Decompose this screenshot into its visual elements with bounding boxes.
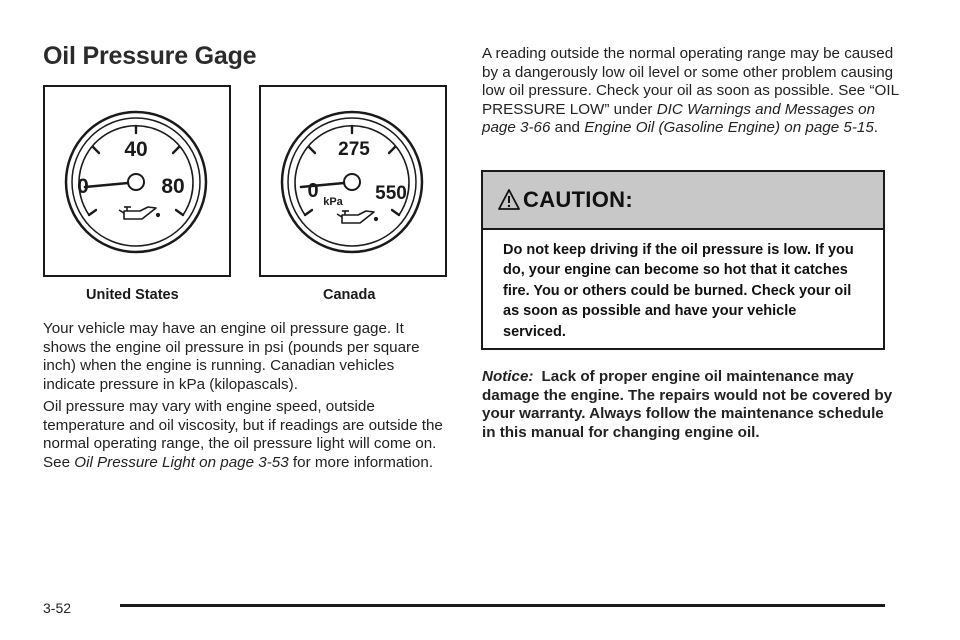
dic-warnings-reference: DIC Warnings and Messages on page 3-66 xyxy=(482,100,876,137)
us-gauge-mid-label: 40 xyxy=(124,138,148,161)
footer-rule xyxy=(120,604,885,607)
caution-title: CAUTION: xyxy=(523,187,633,212)
oil-can-icon xyxy=(337,211,377,223)
canada-gauge-mid-label: 275 xyxy=(338,139,370,160)
notice-paragraph xyxy=(482,368,897,442)
caution-text: Do not keep driving if the oil pressure is low. If you do, your engine can become so hot that it catches fire. You or others could be burned. Check your oil as soon as possible and have your vehicle serviced. xyxy=(503,242,854,340)
oil-pressure-light-reference: Oil Pressure Light on page 3-53 xyxy=(74,453,289,471)
us-gauge-max-label: 80 xyxy=(161,175,185,198)
reading-text-end: . xyxy=(873,119,879,137)
canada-gauge-illustration xyxy=(261,87,445,275)
us-gauge-illustration xyxy=(45,87,229,275)
us-gauge-min-label: 0 xyxy=(77,175,89,198)
caution-header xyxy=(483,172,883,230)
caution-box xyxy=(481,170,885,350)
intro-paragraph: Your vehicle may have an engine oil pressure gage. It shows the engine oil pressure in psi (pounds per square inch) when the engine is running. Canadian vehicles indicate pressure in kPa (kilopascals). xyxy=(43,320,420,393)
notice-label: Notice: xyxy=(482,368,534,385)
variation-text: Oil pressure may vary with engine speed, outside temperature and oil viscosity, but if readings are outside the normal operating range, the oil pressure light will come on. See xyxy=(43,398,443,471)
reading-paragraph xyxy=(482,45,902,138)
canada-figure-caption: Canada xyxy=(323,287,376,303)
canada-gauge-max-label: 550 xyxy=(375,183,407,204)
notice-text: Lack of proper engine oil maintenance may damage the engine. The repairs would not be covered by your warranty. Always follow the maintenance schedule in this manual for changing engine oil. xyxy=(482,368,893,441)
oil-can-icon xyxy=(119,207,159,219)
variation-text-end: for more information. xyxy=(288,453,434,471)
variation-paragraph xyxy=(43,398,448,472)
canada-gauge-min-label: 0 xyxy=(307,180,319,202)
warning-triangle-icon xyxy=(497,187,521,213)
reading-text: A reading outside the normal operating range may be caused by a dangerously low oil level or some other problem causing low oil pressure. Check your oil as soon as possible. See “OIL PRESSURE LOW” under xyxy=(482,45,899,118)
canada-gauge-unit-label: kPa xyxy=(323,196,343,208)
us-gauge-figure xyxy=(43,85,231,277)
engine-oil-reference: Engine Oil (Gasoline Engine) on page 5-15 xyxy=(584,119,874,137)
page-number: 3-52 xyxy=(43,600,72,616)
canada-gauge-figure xyxy=(259,85,447,277)
us-figure-caption: United States xyxy=(86,287,179,303)
reading-text-middle: and xyxy=(550,119,585,137)
section-title: Oil Pressure Gage xyxy=(43,42,257,70)
